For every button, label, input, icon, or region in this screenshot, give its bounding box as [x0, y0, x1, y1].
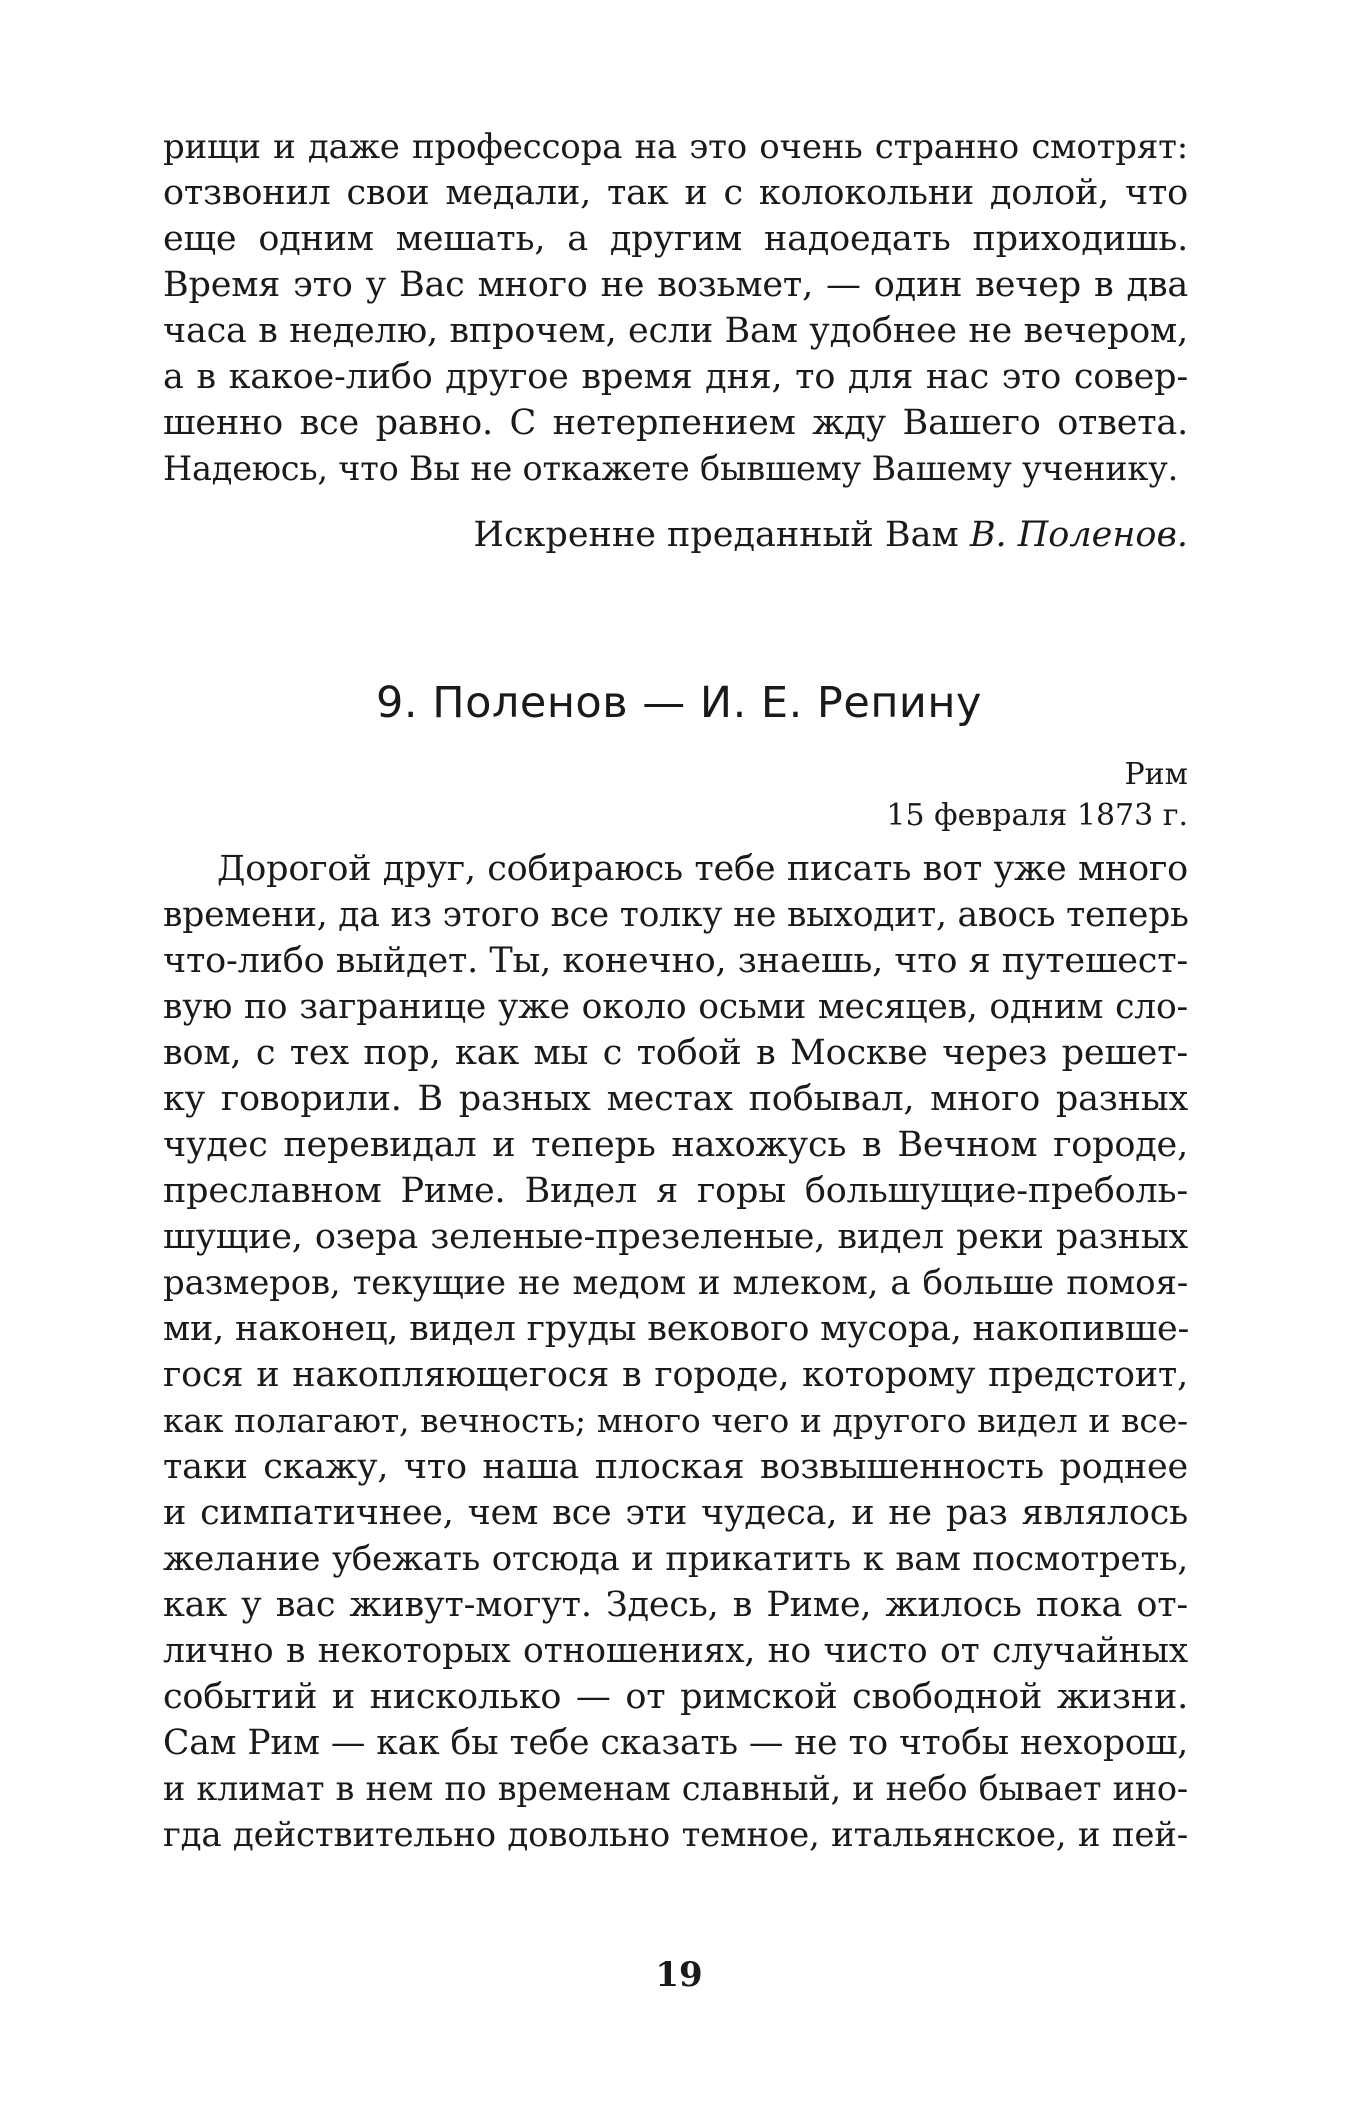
- text-line: часа в неделю, впрочем, если Вам удобнее не вечером,: [163, 311, 1188, 351]
- text-line: размеров, текущие не медом и млеком, а больше помоя-: [163, 1263, 1188, 1303]
- text-line: желание убежать отсюда и прикатить к вам посмотреть,: [163, 1539, 1188, 1579]
- letter-heading: 9. Поленов — И. Е. Репину: [376, 678, 982, 728]
- text-line: гося и накопляющегося в городе, которому предстоит,: [163, 1355, 1188, 1395]
- text-line: вую по загранице уже около осьми месяцев, одним сло-: [163, 987, 1188, 1027]
- text-line: а в какое-либо другое время дня, то для нас это совер-: [163, 357, 1188, 397]
- letter-signoff: [473, 512, 1188, 558]
- text-line: таки скажу, что наша плоская возвышенность роднее: [163, 1447, 1188, 1487]
- text-line: Сам Рим — как бы тебе сказать — не то чтобы нехорош,: [163, 1723, 1188, 1763]
- text-line: и симпатичнее, чем все эти чудеса, и не раз являлось: [163, 1493, 1188, 1533]
- text-line: что-либо выйдет. Ты, конечно, знаешь, что я путешест-: [163, 941, 1188, 981]
- text-line: чудес перевидал и теперь нахожусь в Вечном городе,: [163, 1125, 1188, 1165]
- letter-date: 15 февраля 1873 г.: [886, 798, 1188, 833]
- page-number: 19: [655, 1955, 703, 1995]
- text-line: шенно все равно. С нетерпением жду Вашего ответа.: [163, 403, 1188, 443]
- text-line: отзвонил свои медали, так и с колокольни долой, что: [163, 173, 1188, 213]
- letter-place: Рим: [1124, 757, 1188, 792]
- text-line: рищи и даже профессора на это очень странно смотрят:: [163, 127, 1188, 167]
- text-line: Надеюсь, что Вы не откажете бывшему Вашему ученику.: [163, 449, 1179, 488]
- text-line: как полагают, вечность; много чего и другого видел и все-: [163, 1401, 1188, 1440]
- text-line: времени, да из этого все толку не выходит, авось теперь: [163, 895, 1189, 935]
- letter-body: [163, 846, 1188, 1858]
- text-line: еще одним мешать, а другим надоедать приходишь.: [163, 219, 1188, 259]
- text-line: ку говорили. В разных местах побывал, много разных: [163, 1079, 1188, 1119]
- text-line: гда действительно довольно темное, итальянское, и пей-: [163, 1815, 1188, 1855]
- text-line: Дорогой друг, собираюсь тебе писать вот уже много: [217, 849, 1188, 889]
- signoff-text: Искренне преданный Вам: [473, 515, 959, 555]
- text-line: вом, с тех пор, как мы с тобой в Москве через решет-: [163, 1033, 1188, 1073]
- text-line: преславном Риме. Видел я горы большущие-преболь-: [163, 1171, 1188, 1211]
- text-line: событий и нисколько — от римской свободной жизни.: [163, 1677, 1188, 1717]
- text-line: ми, наконец, видел груды векового мусора, накопивше-: [163, 1309, 1190, 1349]
- text-line: как у вас живут-могут. Здесь, в Риме, жилось пока от-: [163, 1585, 1188, 1625]
- text-line: Время это у Вас много не возьмет, — один вечер в два: [163, 265, 1188, 305]
- text-line: лично в некоторых отношениях, но чисто от случайных: [163, 1631, 1188, 1671]
- previous-letter-ending: [163, 124, 1188, 492]
- signoff-author: В. Поленов.: [969, 515, 1188, 555]
- text-line: и климат в нем по временам славный, и небо бывает ино-: [163, 1769, 1188, 1808]
- text-line: шущие, озера зеленые-презеленые, видел реки разных: [163, 1217, 1188, 1257]
